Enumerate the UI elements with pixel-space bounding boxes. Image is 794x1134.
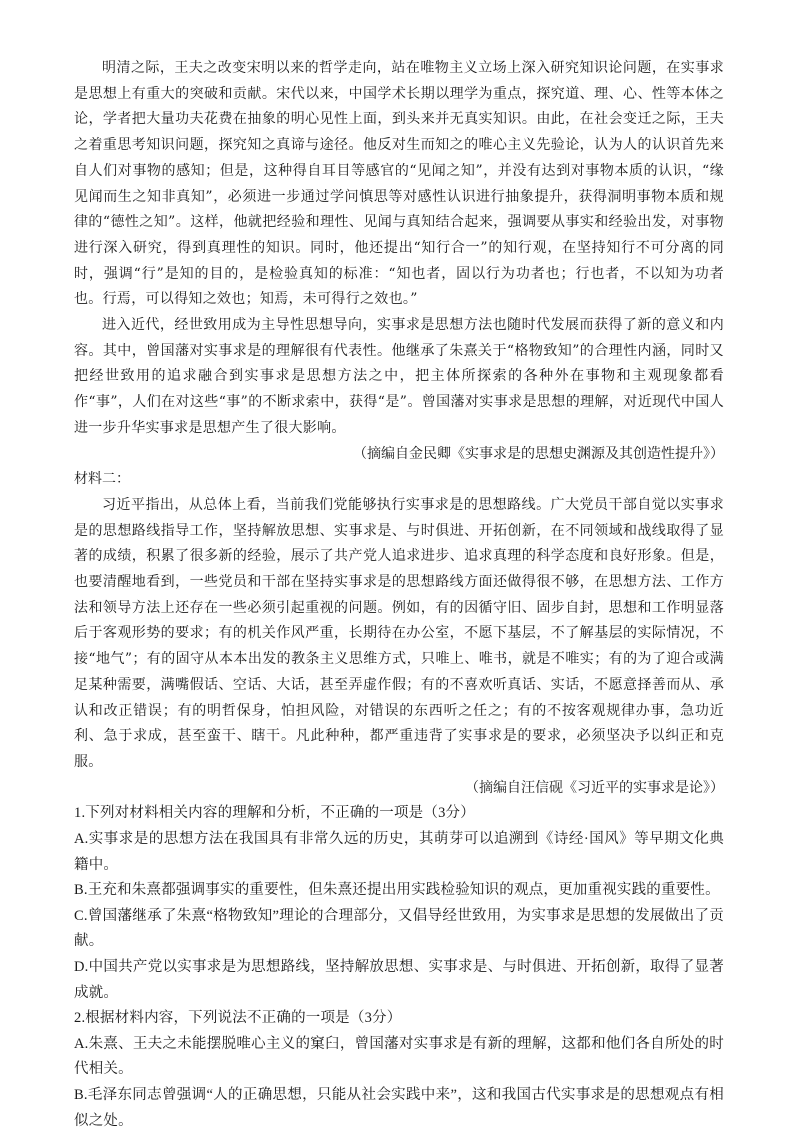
question-2-option-a: A.朱熹、王夫之未能摆脱唯心主义的窠臼，曾国藩对实事求是有新的理解，这都和他们各自所处的时代相关。 (74, 1035, 724, 1078)
question-1-option-c: C.曾国藩继承了朱熹“格物致知”理论的合理部分，又倡导经世致用，为实事求是思想的发展做出了贡献。 (74, 907, 724, 950)
material2-source: （摘编自汪信砚《习近平的实事求是论》） (465, 779, 724, 796)
material2-paragraph: 习近平指出，从总体上看，当前我们党能够执行实事求是的思想路线。广大党员干部自觉以实事求是的思想路线指导工作，坚持解放思想、实事求是、与时俱进、开拓创新，在不同领域和战线取得了显著的成绩，积累了很多新的经验，展示了共产党人追求进步、追求真理的科学态度和良好形象。但是，也要清醒地看到，一些党员和干部在坚持实事求是的思想路线方面还做得很不够，在思想方法、工作方法和领导方法上还存在一些必须引起重视的问题。例如，有的因循守旧、固步自封，思想和工作明显落后于客观形势的要求；有的机关作风严重，长期待在办公室，不愿下基层，不了解基层的实际情况，不接“地气”；有的固守从本本出发的教条主义思维方式，只唯上、唯书，就是不唯实；有的为了迎合或满足某种需要，满嘴假话、空话、大话，甚至弄虚作假；有的不喜欢听真话、实话，不愿意择善而从、承认和改正错误；有的明哲保身，怕担风险，对错误的东西听之任之；有的不按客观规律办事，急功近利、急于求成，甚至蛮干、瞎干。凡此种种，都严重违背了实事求是的要求，必须坚决予以纠正和克服。 (74, 496, 724, 770)
material1-paragraph-1: 明清之际，王夫之改变宋明以来的哲学走向，站在唯物主义立场上深入研究知识论问题，在实事求是思想上有重大的突破和贡献。宋代以来，中国学术长期以理学为重点，探究道、理、心、性等本体之论，学者把大量功夫花费在抽象的明心见性上面，到头来并无真实知识。由此，在社会变迁之际，王夫之着重思考知识问题，探究知之真谛与途径。他反对生而知之的唯心主义先验论，认为人的认识首先来自人们对事物的感知；但是，这种得自耳目等感官的“见闻之知”，并没有达到对事物本质的认识，“缘见闻而生之知非真知”，必须进一步通过学问慎思等对感性认识进行抽象提升，获得洞明事物本质和规律的“德性之知”。这样，他就把经验和理性、见闻与真知结合起来，强调要从事实和经验出发，对事物进行深入研究，得到真理性的知识。同时，他还提出“知行合一”的知行观，在坚持知行不可分离的同时，强调“行”是知的目的，是检验真知的标准：“知也者，固以行为功者也；行也者，不以知为功者也。行焉，可以得知之效也；知焉，未可得行之效也。” (74, 60, 724, 308)
question-1-title: 1.下列对材料相关内容的理解和分析，不正确的一项是（3分） (74, 805, 475, 822)
question-1-option-d: D.中国共产党以实事求是为思想路线，坚持解放思想、实事求是、与时俱进、开拓创新，取得了显著成就。 (74, 958, 724, 1001)
material2-label: 材料二： (74, 471, 130, 488)
question-1-option-b: B.王充和朱熹都强调事实的重要性，但朱熹还提出用实践检验知识的观点，更加重视实践的重要性。 (74, 882, 720, 899)
question-2 (74, 1006, 724, 1134)
question-2-title: 2.根据材料内容，下列说法不正确的一项是（3分） (74, 1010, 402, 1027)
material1-source: （摘编自金民卿《实事求是的思想史渊源及其创造性提升》） (353, 445, 724, 462)
question-2-option-b: B.毛泽东同志曾强调“人的正确思想，只能从社会实践中来”，这和我国古代实事求是的思想观点有相似之处。 (74, 1086, 724, 1129)
question-1 (74, 801, 724, 1006)
question-1-option-a: A.实事求是的思想方法在我国具有非常久远的历史，其萌芽可以追溯到《诗经·国风》等早期文化典籍中。 (74, 830, 724, 873)
exam-page (74, 56, 724, 1134)
material1-paragraph-2: 进入近代，经世致用成为主导性思想导向，实事求是思想方法也随时代发展而获得了新的意义和内容。其中，曾国藩对实事求是的理解很有代表性。他继承了朱熹关于“格物致知”的合理性内涵，同时又把经世致用的追求融合到实事求是思想方法之中，把主体所探索的各种外在事物和主观现象都看作“事”，人们在对这些“事”的不断求索中，获得“是”。曾国藩对实事求是思想的理解，对近现代中国人进一步升华实事求是思想产生了很大影响。 (74, 317, 724, 436)
